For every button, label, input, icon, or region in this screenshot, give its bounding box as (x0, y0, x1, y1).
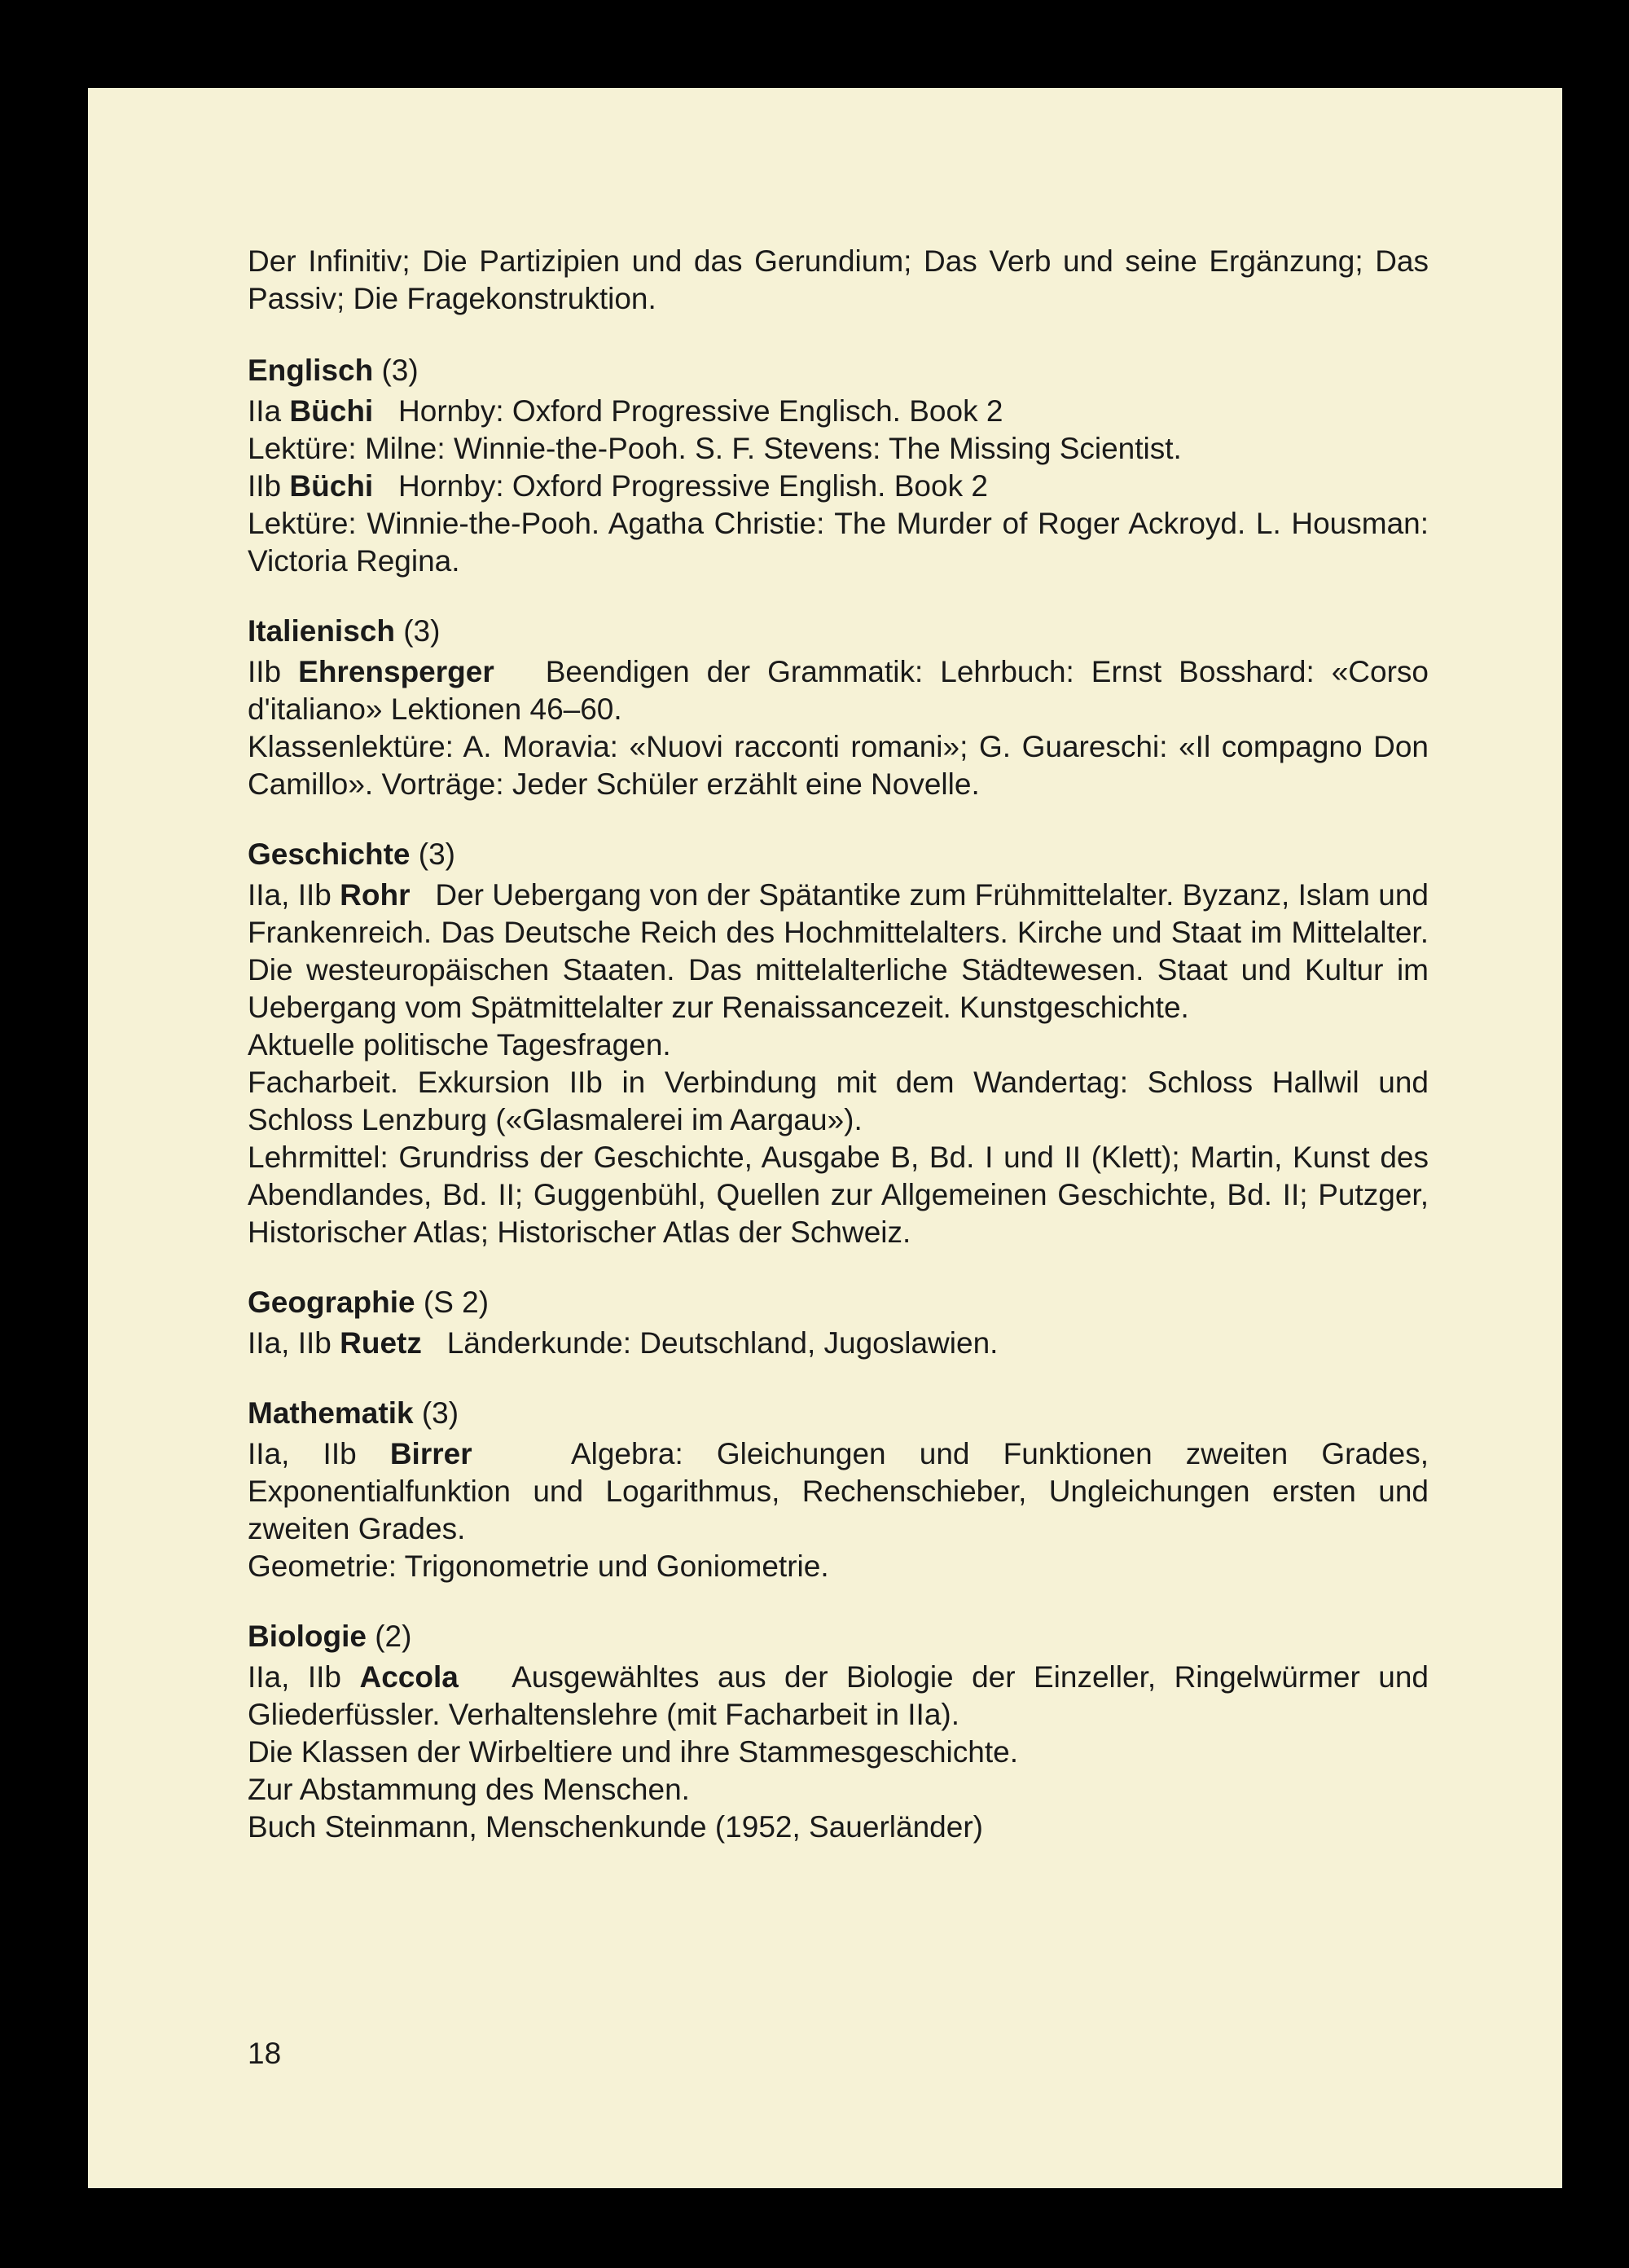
reading-line: Lektüre: Milne: Winnie-the-Pooh. S. F. Stevens: The Missing Scientist. (248, 432, 1182, 465)
course-text: Geometrie: Trigonometrie und Goniometrie. (248, 1549, 829, 1583)
teacher-name: Birrer (389, 1437, 472, 1470)
teacher-name: Rohr (340, 878, 411, 912)
section-geschichte (248, 836, 1429, 1251)
document-page (88, 88, 1562, 2188)
subject-title: Mathematik (248, 1396, 414, 1430)
class-label: IIb (248, 655, 282, 688)
class-label: IIa (248, 394, 282, 428)
hours: (3) (403, 614, 441, 648)
teacher-name: Accola (359, 1660, 459, 1694)
course-text: Facharbeit. Exkursion IIb in Verbindung mit dem Wandertag: Schloss Hallwil und Schloss Lenzburg («Glasmalerei im Aargau»). (248, 1066, 1429, 1136)
course-text: Länderkunde: Deutschland, Jugoslawien. (446, 1326, 999, 1360)
course-text: Die Klassen der Wirbeltiere und ihre Stammesgeschichte. (248, 1735, 1018, 1769)
class-label: IIa, IIb (248, 1660, 342, 1694)
course-text: Lehrmittel: Grundriss der Geschichte, Ausgabe B, Bd. I und II (Klett); Martin, Kunst des Abendlandes, Bd. II; Guggenbühl, Quellen zur Allgemeinen Geschichte, Bd. II; Putzger, Historischer Atlas; Historischer Atlas der Schweiz. (248, 1141, 1429, 1249)
page-content (248, 243, 1429, 1879)
course-line (248, 1325, 1429, 1362)
teacher-name: Büchi (289, 394, 374, 428)
class-label: IIb (248, 469, 282, 503)
intro-paragraph: Der Infinitiv; Die Partizipien und das Gerundium; Das Verb und seine Ergänzung; Das Passiv; Die Fragekonstruktion. (248, 244, 1429, 315)
course-text: Aktuelle politische Tagesfragen. (248, 1028, 671, 1061)
subject-title: Italienisch (248, 614, 395, 648)
teacher-name: Ehrensperger (298, 655, 494, 688)
class-label: IIa, IIb (248, 1326, 332, 1360)
teacher-name: Büchi (289, 469, 374, 503)
section-heading (248, 613, 1429, 650)
hours: (3) (381, 354, 419, 387)
course-text: Algebra: Gleichungen und Funktionen zweiten Grades, Exponentialfunktion und Logarithmus, Rechenschieber, Ungleichungen ersten und zweiten Grades. (248, 1437, 1429, 1545)
subject-title: Geographie (248, 1286, 415, 1319)
course-text: Buch Steinmann, Menschenkunde (1952, Sauerländer) (248, 1810, 983, 1844)
section-heading (248, 836, 1429, 873)
subject-title: Englisch (248, 354, 374, 387)
course-line (248, 393, 1429, 430)
course-text: Der Uebergang von der Spätantike zum Frühmittelalter. Byzanz, Islam und Frankenreich. Das Deutsche Reich des Hochmittelalters. Kirche und Staat im Mittelalter. Die westeuropäischen Staaten. Das mittelalterliche Städtewesen. Staat und Kultur im Uebergang vom Spätmittelalter zur Renaissancezeit. Kunstgeschichte. (248, 878, 1429, 1024)
course-line (248, 877, 1429, 1026)
class-label: IIa, IIb (248, 878, 332, 912)
section-mathematik (248, 1395, 1429, 1585)
section-geographie (248, 1284, 1429, 1362)
course-line (248, 1659, 1429, 1734)
class-label: IIa, IIb (248, 1437, 357, 1470)
section-heading (248, 1618, 1429, 1655)
section-heading (248, 1284, 1429, 1321)
course-text: Ausgewähltes aus der Biologie der Einzeller, Ringelwürmer und Gliederfüssler. Verhaltenslehre (mit Facharbeit in IIa). (248, 1660, 1429, 1731)
subject-title: Biologie (248, 1620, 367, 1653)
hours: (3) (418, 837, 455, 871)
course-text: Beendigen der Grammatik: Lehrbuch: Ernst Bosshard: «Corso d'italiano» Lektionen 46–60. (248, 655, 1429, 726)
section-englisch (248, 352, 1429, 580)
course-text: Hornby: Oxford Progressive English. Book 2 (398, 469, 988, 503)
course-line (248, 653, 1429, 728)
section-heading (248, 352, 1429, 389)
page-number: 18 (248, 2037, 282, 2070)
hours: (2) (375, 1620, 412, 1653)
section-italienisch (248, 613, 1429, 803)
section-heading (248, 1395, 1429, 1432)
section-biologie (248, 1618, 1429, 1846)
course-text: Hornby: Oxford Progressive Englisch. Book 2 (398, 394, 1003, 428)
subject-title: Geschichte (248, 837, 411, 871)
course-line (248, 468, 1429, 505)
teacher-name: Ruetz (340, 1326, 422, 1360)
hours: (3) (421, 1396, 459, 1430)
reading-line: Lektüre: Winnie-the-Pooh. Agatha Christie: The Murder of Roger Ackroyd. L. Housman: Victoria Regina. (248, 507, 1429, 578)
hours: (S 2) (423, 1286, 490, 1319)
course-text: Klassenlektüre: A. Moravia: «Nuovi racconti romani»; G. Guareschi: «Il compagno Don Camillo». Vorträge: Jeder Schüler erzählt eine Novelle. (248, 730, 1429, 801)
course-text: Zur Abstammung des Menschen. (248, 1773, 690, 1806)
course-line (248, 1435, 1429, 1548)
